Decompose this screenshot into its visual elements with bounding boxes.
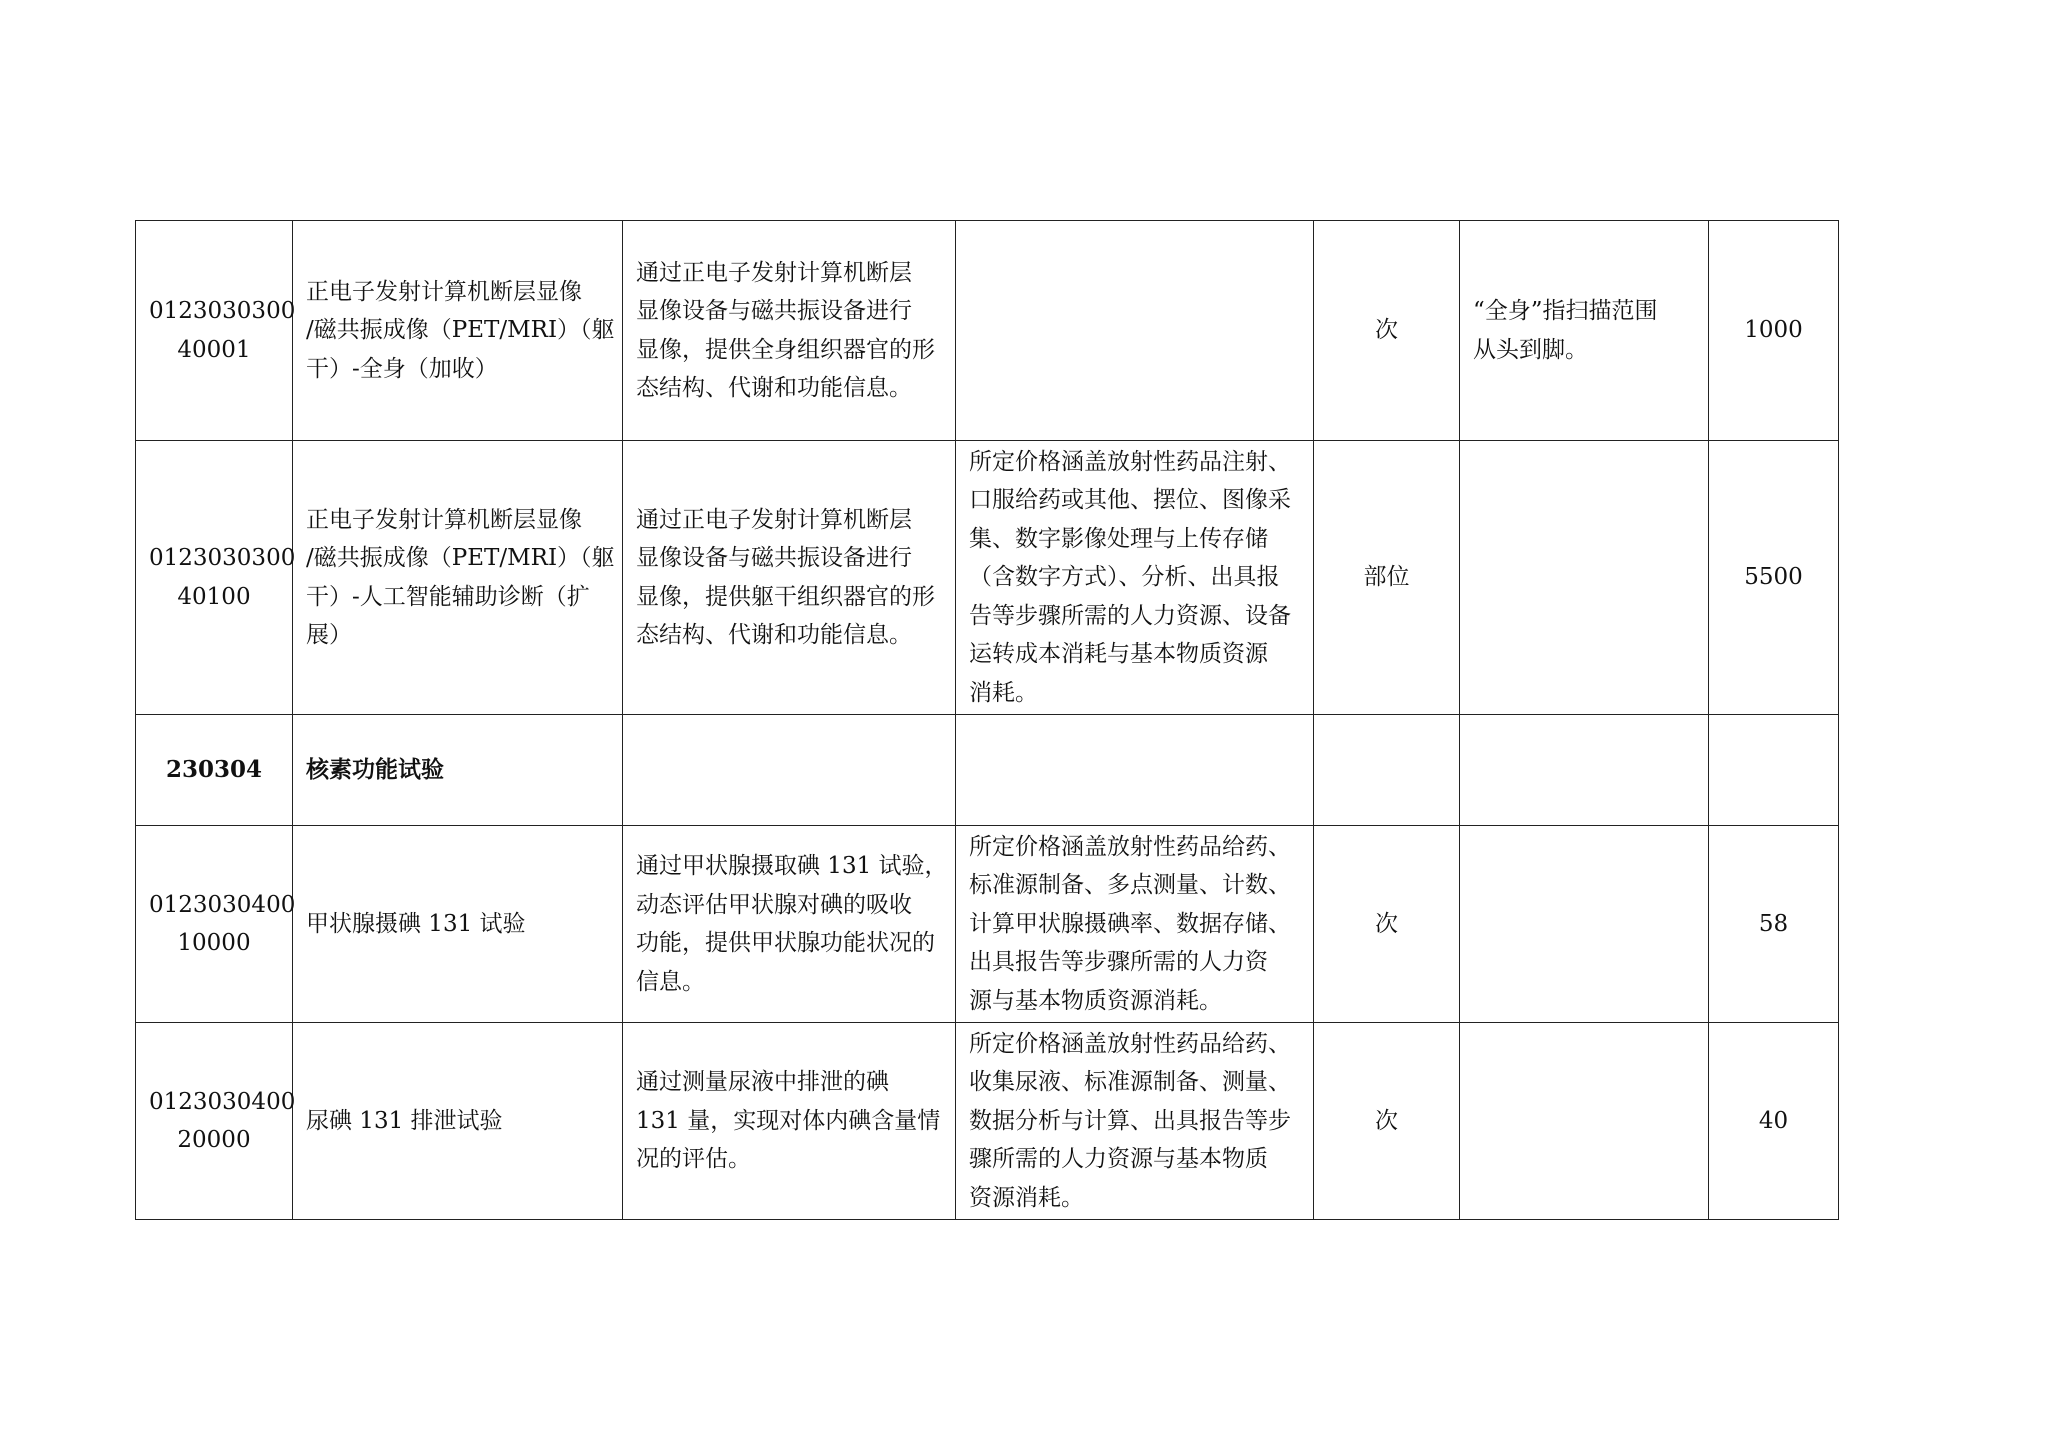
connotation-line: 显像设备与磁共振设备进行 — [636, 298, 912, 324]
project-code-cell — [136, 1023, 296, 1220]
unit-cell: 部位 — [1314, 441, 1460, 715]
connotation-line: 通过测量尿液中排泄的碘 — [636, 1069, 889, 1096]
resources-line: 所定价格涵盖放射性药品注射、 — [969, 448, 1291, 475]
connotation-cell — [623, 715, 956, 826]
project-code-cell — [136, 221, 296, 441]
project-code-cell — [136, 826, 296, 1023]
resources-line: 集、数字影像处理与上传存储 — [969, 525, 1268, 552]
note-cell — [1460, 221, 1709, 441]
unit-cell: 次 — [1314, 1023, 1460, 1220]
note-cell — [1460, 715, 1709, 826]
project-code-line: 40100 — [177, 583, 251, 610]
category-code-cell — [136, 715, 293, 826]
connotation-line: 况的评估。 — [636, 1146, 751, 1173]
price-cell: 1000 — [1709, 221, 1839, 441]
project-name-line: /磁共振成像（PET/MRI）（躯 — [306, 317, 615, 344]
price-cell: 58 — [1709, 826, 1839, 1023]
table-row — [136, 221, 1839, 441]
resources-cell — [956, 826, 1314, 1023]
resources-line: 出具报告等步骤所需的人力资 — [969, 949, 1268, 976]
resources-line: 所定价格涵盖放射性药品给药、 — [969, 833, 1291, 860]
note-cell — [1460, 826, 1709, 1023]
price-cell: 5500 — [1709, 441, 1839, 715]
project-code-line: 40001 — [177, 336, 251, 363]
connotation-cell — [623, 826, 956, 1023]
connotation-line: 131 量，实现对体内碘含量情 — [636, 1107, 941, 1134]
table-row — [136, 441, 1839, 715]
project-code-line: 0123030300 — [149, 298, 296, 324]
project-code-line: 20000 — [177, 1127, 251, 1153]
connotation-line: 态结构、代谢和功能信息。 — [636, 375, 912, 401]
unit-cell — [1314, 715, 1460, 826]
resources-cell — [956, 1023, 1314, 1220]
project-code-line: 10000 — [177, 930, 251, 956]
resources-cell — [956, 441, 1314, 715]
resources-line: 数据分析与计算、出具报告等步 — [969, 1107, 1291, 1134]
table-row — [136, 1023, 1839, 1220]
connotation-line: 通过正电子发射计算机断层 — [636, 259, 912, 286]
project-name-line: 展） — [306, 622, 352, 648]
project-name-cell — [293, 1023, 623, 1220]
project-name-cell — [293, 441, 623, 715]
resources-line: 运转成本消耗与基本物质资源 — [969, 641, 1268, 668]
unit-cell: 次 — [1314, 221, 1460, 441]
resources-line: （含数字方式）、分析、出具报 — [969, 564, 1280, 591]
connotation-line: 信息。 — [636, 968, 705, 995]
project-code-line: 0123030400 — [149, 891, 296, 918]
resources-line: 口服给药或其他、摆位、图像采 — [969, 487, 1291, 514]
project-name-cell — [293, 826, 623, 1023]
project-code-cell — [136, 441, 296, 715]
note-line: 从头到脚。 — [1473, 336, 1588, 363]
connotation-cell — [623, 441, 956, 715]
resources-line: 计算甲状腺摄碘率、数据存储、 — [969, 910, 1291, 937]
connotation-line: 显像，提供全身组织器官的形 — [636, 336, 935, 363]
resources-line: 消耗。 — [969, 679, 1038, 706]
resources-cell — [956, 715, 1314, 826]
project-code-line: 0123030300 — [149, 545, 296, 571]
category-code: 230304 — [165, 755, 263, 783]
project-name-cell — [293, 221, 623, 441]
project-name-line: 尿碘 131 排泄试验 — [306, 1107, 503, 1134]
resources-line: 告等步骤所需的人力资源、设备 — [969, 602, 1291, 629]
connotation-line: 显像，提供躯干组织器官的形 — [636, 583, 935, 610]
note-cell — [1460, 1023, 1709, 1220]
pricing-table — [135, 220, 1839, 1220]
connotation-cell — [623, 221, 956, 441]
project-name-line: /磁共振成像（PET/MRI）（躯 — [306, 545, 615, 571]
connotation-line: 通过甲状腺摄取碘 131 试验， — [636, 853, 948, 879]
connotation-line: 功能，提供甲状腺功能状况的 — [636, 930, 935, 956]
project-name-line: 干）-全身（加收） — [306, 355, 498, 382]
category-row — [136, 715, 1839, 826]
connotation-line: 态结构、代谢和功能信息。 — [636, 622, 912, 648]
connotation-cell — [623, 1023, 956, 1220]
connotation-line: 通过正电子发射计算机断层 — [636, 506, 912, 533]
resources-line: 收集尿液、标准源制备、测量、 — [969, 1069, 1291, 1096]
resources-line: 所定价格涵盖放射性药品给药、 — [969, 1030, 1291, 1057]
price-cell: 40 — [1709, 1023, 1839, 1220]
resources-cell — [956, 221, 1314, 441]
note-line: “全身”指扫描范围 — [1473, 298, 1658, 324]
project-code-line: 0123030400 — [149, 1088, 296, 1115]
category-name: 核素功能试验 — [306, 755, 444, 783]
project-name-line: 正电子发射计算机断层显像 — [306, 278, 582, 305]
price-cell — [1709, 715, 1839, 826]
resources-line: 源与基本物质资源消耗。 — [969, 987, 1222, 1014]
resources-line: 骤所需的人力资源与基本物质 — [969, 1146, 1268, 1173]
project-name-line: 甲状腺摄碘 131 试验 — [306, 910, 526, 937]
unit-cell: 次 — [1314, 826, 1460, 1023]
resources-line: 资源消耗。 — [969, 1184, 1084, 1211]
category-name-cell — [293, 715, 623, 826]
resources-line: 标准源制备、多点测量、计数、 — [969, 872, 1291, 899]
connotation-line: 显像设备与磁共振设备进行 — [636, 545, 912, 571]
project-name-line: 正电子发射计算机断层显像 — [306, 506, 582, 533]
project-name-line: 干）-人工智能辅助诊断（扩 — [306, 583, 590, 610]
table-row — [136, 826, 1839, 1023]
note-cell — [1460, 441, 1709, 715]
connotation-line: 动态评估甲状腺对碘的吸收 — [636, 891, 912, 918]
